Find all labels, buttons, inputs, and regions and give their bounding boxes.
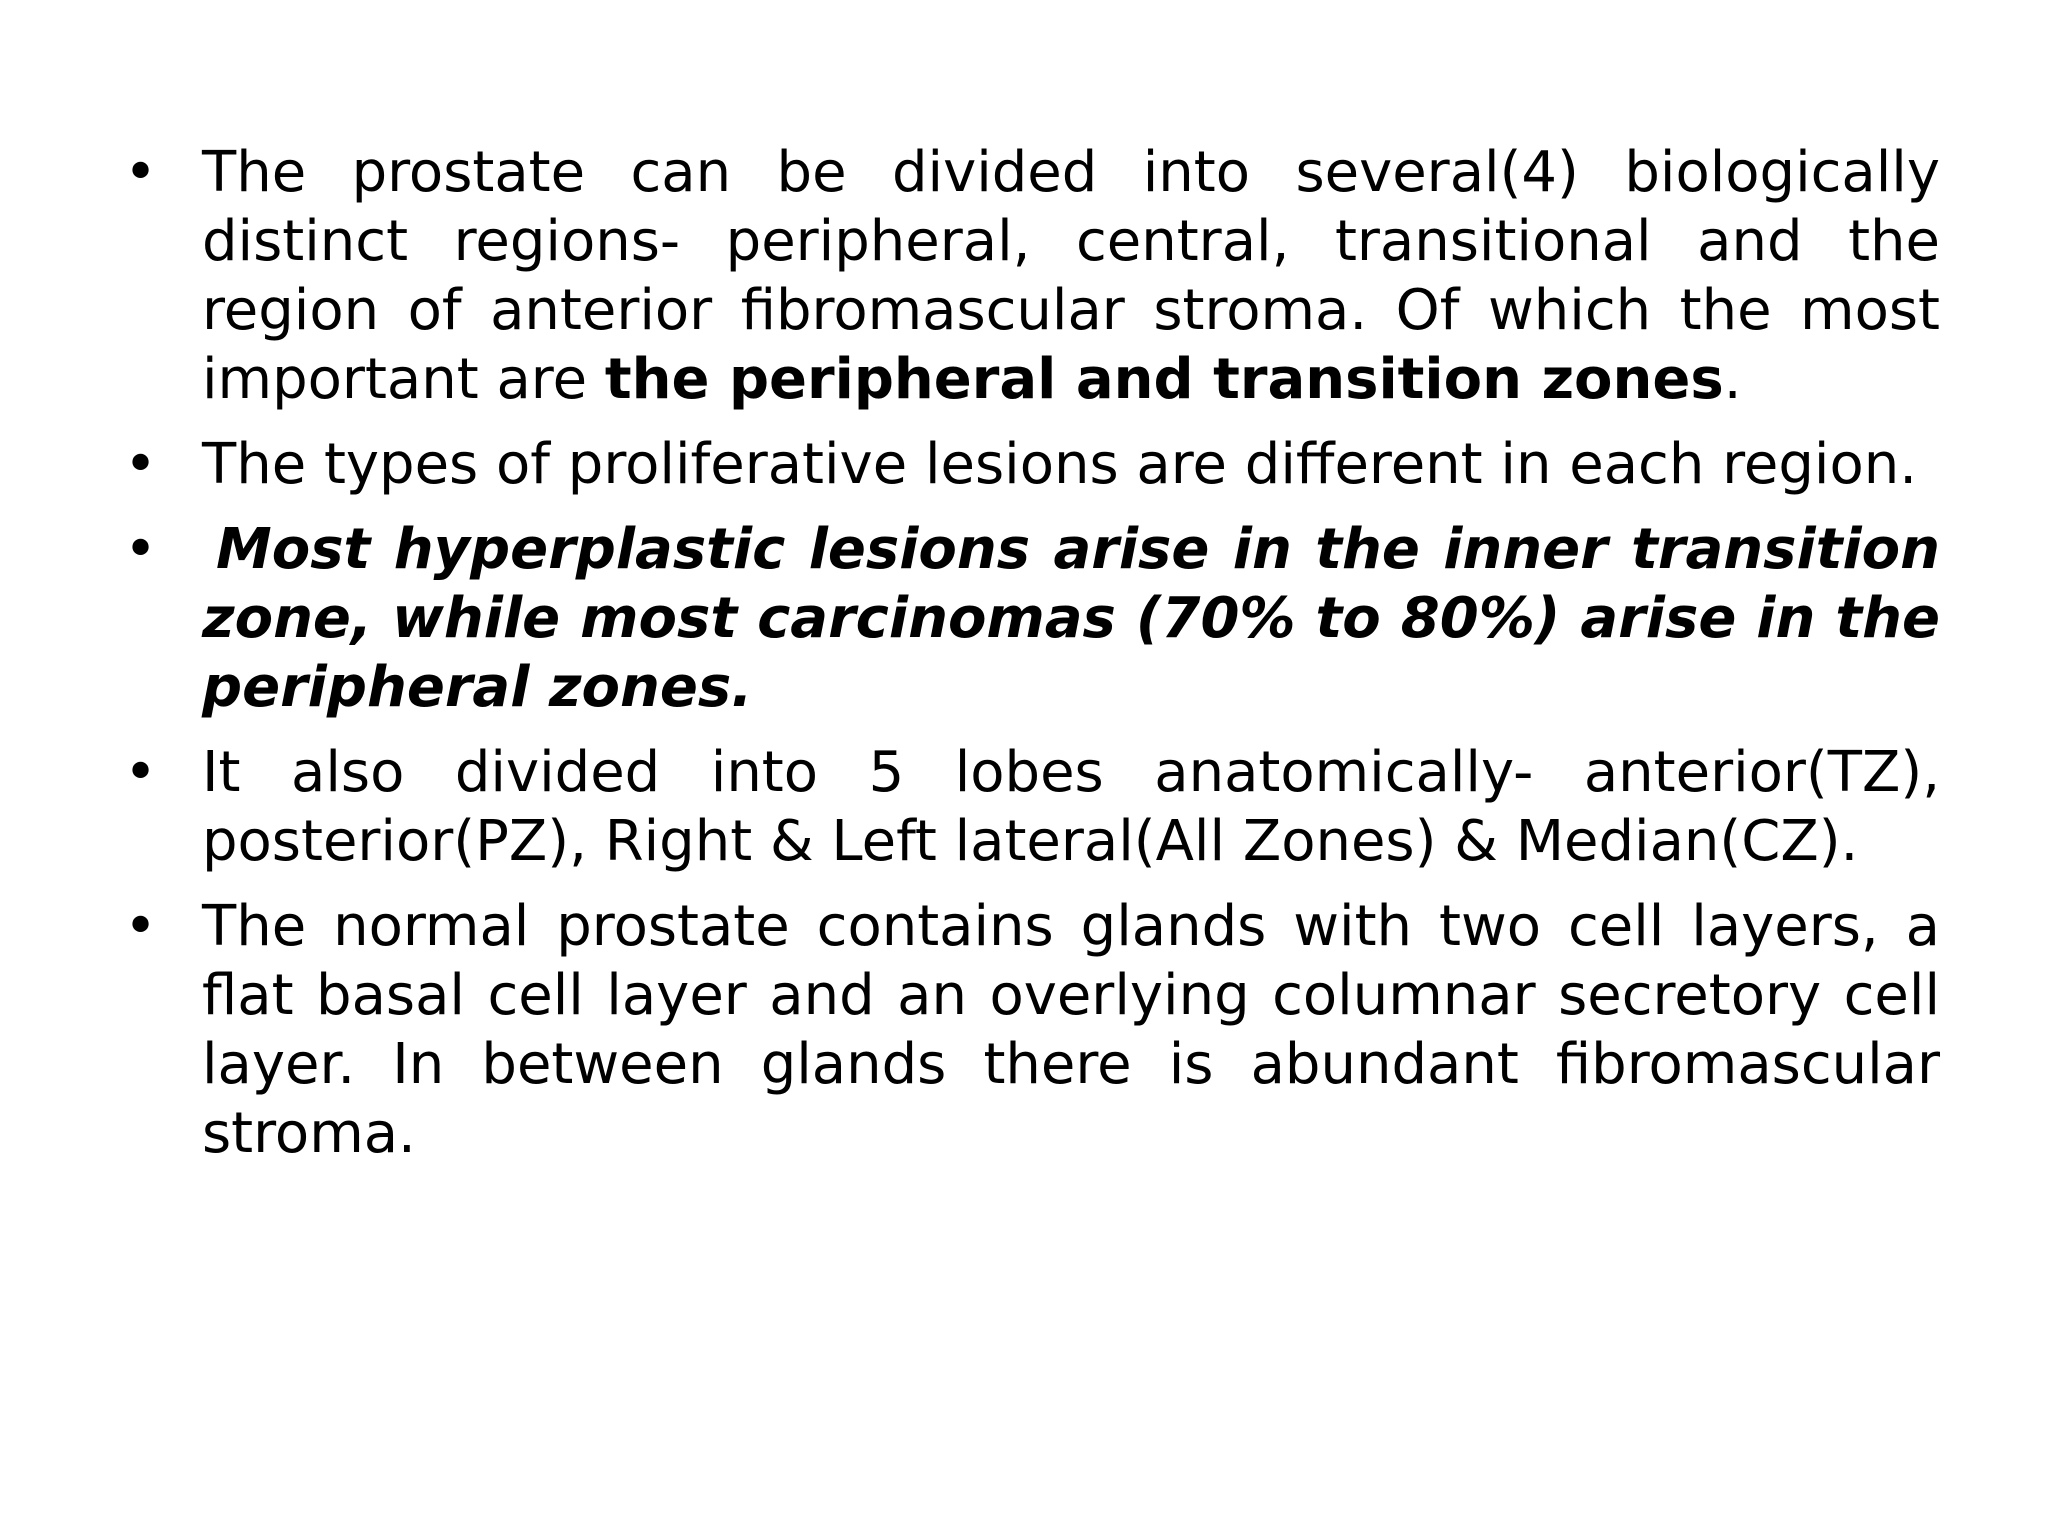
bullet-text: It also divided into 5 lobes anatomically- anterior(TZ), posterior(PZ), Right & Left lateral(All Zones) & Median(CZ). (202, 740, 1940, 874)
bullet-text: The normal prostate contains glands with two cell layers, a flat basal cell layer and an overlying columnar secretory cell layer. In between glands there is abundant fibromascular stroma. (202, 894, 1940, 1166)
bullet-text: The types of proliferative lesions are different in each region. (202, 432, 1918, 497)
bullet-text-end: . (1723, 347, 1742, 412)
bullet-marker: • (124, 740, 158, 805)
bullet-item-normal-glands (124, 892, 1940, 1168)
bullet-bold-text: the peripheral and transition zones (604, 347, 1724, 412)
bullet-item-lobes (124, 738, 1940, 876)
bullet-bold-italic-text: Most hyperplastic lesions arise in the inner transition zone, while most carcinomas (70% to 80%) arise in the peripheral zones. (202, 517, 1940, 720)
bullet-list (124, 138, 1940, 1184)
bullet-item-hyperplastic (124, 515, 1940, 722)
bullet-marker: • (124, 432, 158, 497)
bullet-item-lesion-types (124, 430, 1940, 499)
bullet-marker: • (124, 140, 158, 205)
bullet-item-zones (124, 138, 1940, 414)
bullet-marker: • (124, 894, 158, 959)
bullet-text: The prostate can be divided into several(4) biologically distinct regions- peripheral, central, transitional and the region of anterior fibromascular stroma. Of which the most important are (202, 140, 1940, 412)
bullet-marker: • (124, 517, 158, 582)
